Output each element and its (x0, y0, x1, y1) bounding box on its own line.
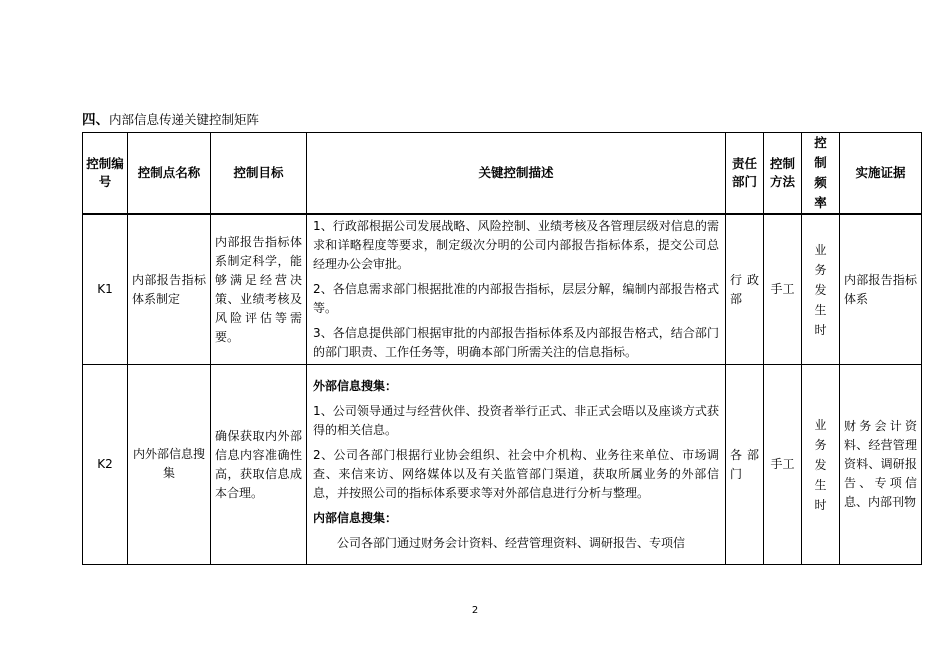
header-name: 控制点名称 (128, 133, 211, 215)
row-method: 手工 (764, 365, 802, 565)
row-freq: 业务发生时 (802, 214, 840, 365)
row-dept: 各部门 (726, 365, 764, 565)
header-goal: 控制目标 (211, 133, 307, 215)
section-heading: 内部信息传递关键控制矩阵 (109, 112, 260, 127)
row-freq: 业务发生时 (802, 365, 840, 565)
row-name: 内部报告指标体系制定 (128, 214, 211, 365)
row-evidence: 内部报告指标体系 (840, 214, 922, 365)
row-method: 手工 (764, 214, 802, 365)
control-matrix-table (82, 132, 922, 565)
section-number: 四、 (82, 112, 109, 128)
row-name: 内外部信息搜集 (128, 365, 211, 565)
row-code: K1 (83, 214, 128, 365)
page-number: 2 (471, 605, 479, 616)
desc-paragraph: 1、行政部根据公司发展战略、风险控制、业绩考核及各管理层级对信息的需求和详略程度等要求，制定级次分明的公司内部报告指标体系，提交公司总经理办公会审批。 (313, 219, 719, 271)
row-goal: 内部报告指标体系制定科学，能够满足经营决策、业绩考核及风险评估等需要。 (211, 214, 307, 365)
desc-paragraph: 公司各部门通过财务会计资料、经营管理资料、调研报告、专项信 (337, 535, 686, 550)
row-desc (307, 365, 726, 565)
header-method: 控制方法 (764, 133, 802, 215)
row-evidence: 财务会计资料、经营管理资料、调研报告、专项信息、内部刊物 (840, 365, 922, 565)
desc-heading: 外部信息搜集： (313, 378, 398, 393)
table-row (83, 365, 922, 565)
desc-paragraph: 3、各信息提供部门根据审批的内部报告指标体系及内部报告格式，结合部门的部门职责、工作任务等，明确本部门所需关注的信息指标。 (313, 326, 719, 359)
desc-paragraph: 1、公司领导通过与经营伙伴、投资者举行正式、非正式会晤以及座谈方式获得的相关信息。 (313, 403, 719, 437)
table-header-row (83, 133, 922, 215)
header-desc: 关键控制描述 (307, 133, 726, 215)
table-row (83, 214, 922, 365)
section-title (82, 108, 259, 128)
header-evidence: 实施证据 (840, 133, 922, 215)
row-code: K2 (83, 365, 128, 565)
header-dept: 责任部门 (726, 133, 764, 215)
desc-paragraph: 2、公司各部门根据行业协会组织、社会中介机构、业务往来单位、市场调查、来信来访、网络媒体以及有关监管部门渠道，获取所属业务的外部信息，并按照公司的指标体系要求等对外部信息进行分析与整理。 (313, 447, 719, 500)
desc-heading: 内部信息搜集： (313, 510, 398, 525)
row-desc (307, 214, 726, 365)
row-dept: 行政部 (726, 214, 764, 365)
row-goal: 确保获取内外部信息内容准确性高，获取信息成本合理。 (211, 365, 307, 565)
header-freq: 控制频率 (802, 133, 840, 215)
desc-paragraph: 2、各信息需求部门根据批准的内部报告指标，层层分解，编制内部报告格式等。 (313, 282, 719, 315)
header-code: 控制编号 (83, 133, 128, 215)
